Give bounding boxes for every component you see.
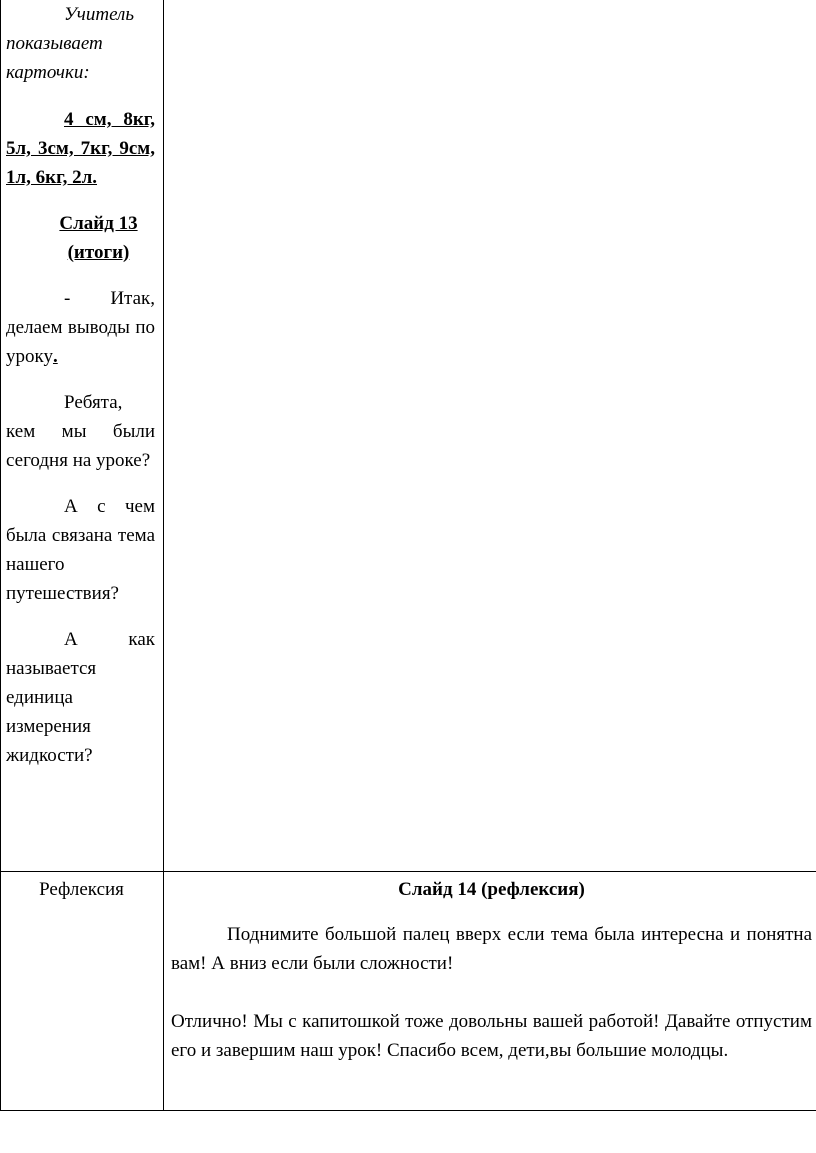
- cards-list: 4 см, 8кг, 5л, 3см, 7кг, 9см, 1л, 6кг, 2л.: [6, 109, 155, 188]
- reflection-instruction: Поднимите большой палец вверх если тема была интересна и понятна вам! А вниз если были сложности!: [171, 924, 812, 974]
- reflection-content-cell: [171, 875, 812, 1065]
- closing-remarks: Отлично! Мы с капитошкой тоже довольны вашей работой! Давайте отпустим его и завершим наш урок! Спасибо всем, дети,вы большие молодцы.: [171, 1011, 812, 1061]
- question-trip-topic: А с чем была связана тема нашего путешествия?: [6, 496, 155, 604]
- conclusion-dot: .: [52, 346, 58, 367]
- conclusion-prompt: [6, 284, 155, 371]
- table-bottom-border: [0, 1110, 816, 1111]
- question-who-were-we: Ребята, кем мы были сегодня на уроке?: [6, 392, 155, 471]
- table-row-divider: [0, 871, 816, 872]
- stage-label: Рефлексия: [39, 879, 124, 900]
- question-liquid-unit: А как называется единица измерения жидкости?: [6, 629, 155, 766]
- slide-14-heading: Слайд 14 (рефлексия): [398, 879, 585, 900]
- stage-label-cell: [0, 875, 163, 904]
- teacher-intro: Учитель показывает карточки:: [6, 4, 134, 83]
- teacher-actions-cell: [6, 0, 155, 770]
- table-left-border: [0, 0, 1, 1111]
- slide-13-heading: Слайд 13 (итоги): [59, 213, 138, 263]
- table-column-divider: [163, 0, 164, 1111]
- conclusion-text: - Итак, делаем выводы по уроку: [6, 288, 155, 367]
